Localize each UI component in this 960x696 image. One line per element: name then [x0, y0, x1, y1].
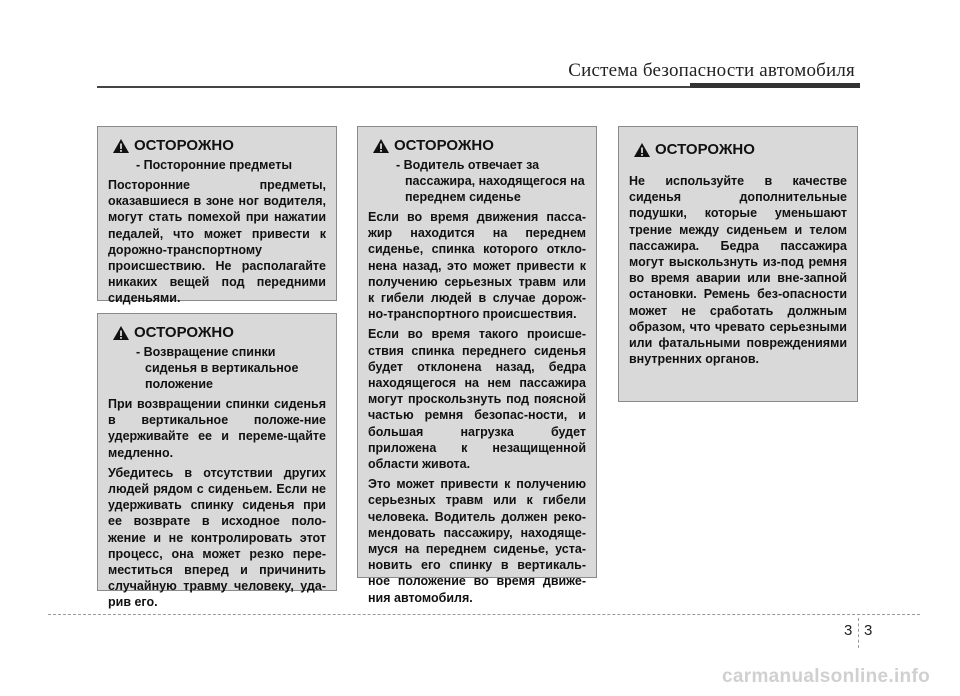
warning-box-extra-cushions	[618, 126, 858, 402]
warning-paragraph: При возвращении спинки сиденья в вертикальное положе-ние удерживайте ее и переме-щайте медленно.	[108, 397, 326, 460]
warning-box-seatback-return	[97, 313, 337, 610]
warning-triangle-icon	[112, 325, 130, 341]
warning-heading	[368, 137, 586, 155]
warning-title: ОСТОРОЖНО	[134, 324, 234, 341]
watermark: carmanualsonline.info	[722, 666, 930, 687]
page-title: Система безопасности автомобиля	[568, 60, 855, 81]
warning-triangle-icon	[633, 142, 651, 158]
warning-paragraph: Не используйте в качестве сиденья дополнительные подушки, которые уменьшают трение между сиденьем и телом пассажира. Бедра пассажира могут выскользнуть из-под ремня во время аварии или вне-запной остановки. Ремень без-опасности может не сработать должным образом, что чревато серьезными или фатальными повреждениями внутренних органов.	[629, 174, 847, 367]
warning-triangle-icon	[372, 138, 390, 154]
warning-heading	[108, 137, 326, 155]
warning-paragraph: Убедитесь в отсутствии других людей рядом с сиденьем. Если не удерживать спинку сиденья при ее возврате в исходное поло-жение и не контролировать этот процесс, она может резко пере-меститься вперед и причинить случайную травму человеку, уда-рив его.	[108, 465, 326, 610]
warning-subtitle: - Посторонние предметы	[136, 158, 293, 172]
warning-title: ОСТОРОЖНО	[394, 137, 494, 154]
warning-subtitle: - Водитель отвечает за пассажира, находящегося на переднем сиденье	[396, 158, 585, 204]
footer-rule	[48, 614, 920, 615]
chapter-number: 3	[844, 622, 853, 639]
warning-box-foreign-objects	[97, 126, 337, 306]
page-number-separator	[858, 618, 859, 648]
warning-paragraph: Если во время движения пасса-жир находится на переднем сиденье, спинка которого откло-нена назад, это может привести к получению серьезных травм или к гибели людей в случае дорож-но-транспортного происшествия.	[368, 210, 586, 322]
warning-paragraph: Если во время такого происше-ствия спинка переднего сиденья будет отклонена назад, бедра находящегося на нем пассажира могут проскользнуть под поясной частью ремня безопас-ности, и большая нагрузка будет приложена к незащищенной области живота.	[368, 327, 586, 472]
warning-heading	[629, 141, 847, 159]
page-number: 3	[864, 622, 873, 639]
header-accent-bar	[690, 83, 860, 88]
warning-heading	[108, 324, 326, 342]
warning-box-driver-responsibility	[357, 126, 597, 605]
warning-subtitle: - Возвращение спинки сиденья в вертикальное положение	[136, 345, 299, 391]
warning-title: ОСТОРОЖНО	[655, 141, 755, 158]
warning-paragraph: Посторонние предметы, оказавшиеся в зоне ног водителя, могут стать помехой при нажатии педалей, что может привести к дорожно-транспортному происшествию. Не располагайте никаких вещей под передними сиденьями.	[108, 178, 326, 306]
warning-paragraph: Это может привести к получению серьезных травм или к гибели человека. Водитель должен реко-мендовать пассажиру, находяще-муся на переднем сиденье, уста-новить его спинку в вертикаль-ное положение во время движе-ния автомобиля.	[368, 477, 586, 605]
warning-triangle-icon	[112, 138, 130, 154]
warning-title: ОСТОРОЖНО	[134, 137, 234, 154]
